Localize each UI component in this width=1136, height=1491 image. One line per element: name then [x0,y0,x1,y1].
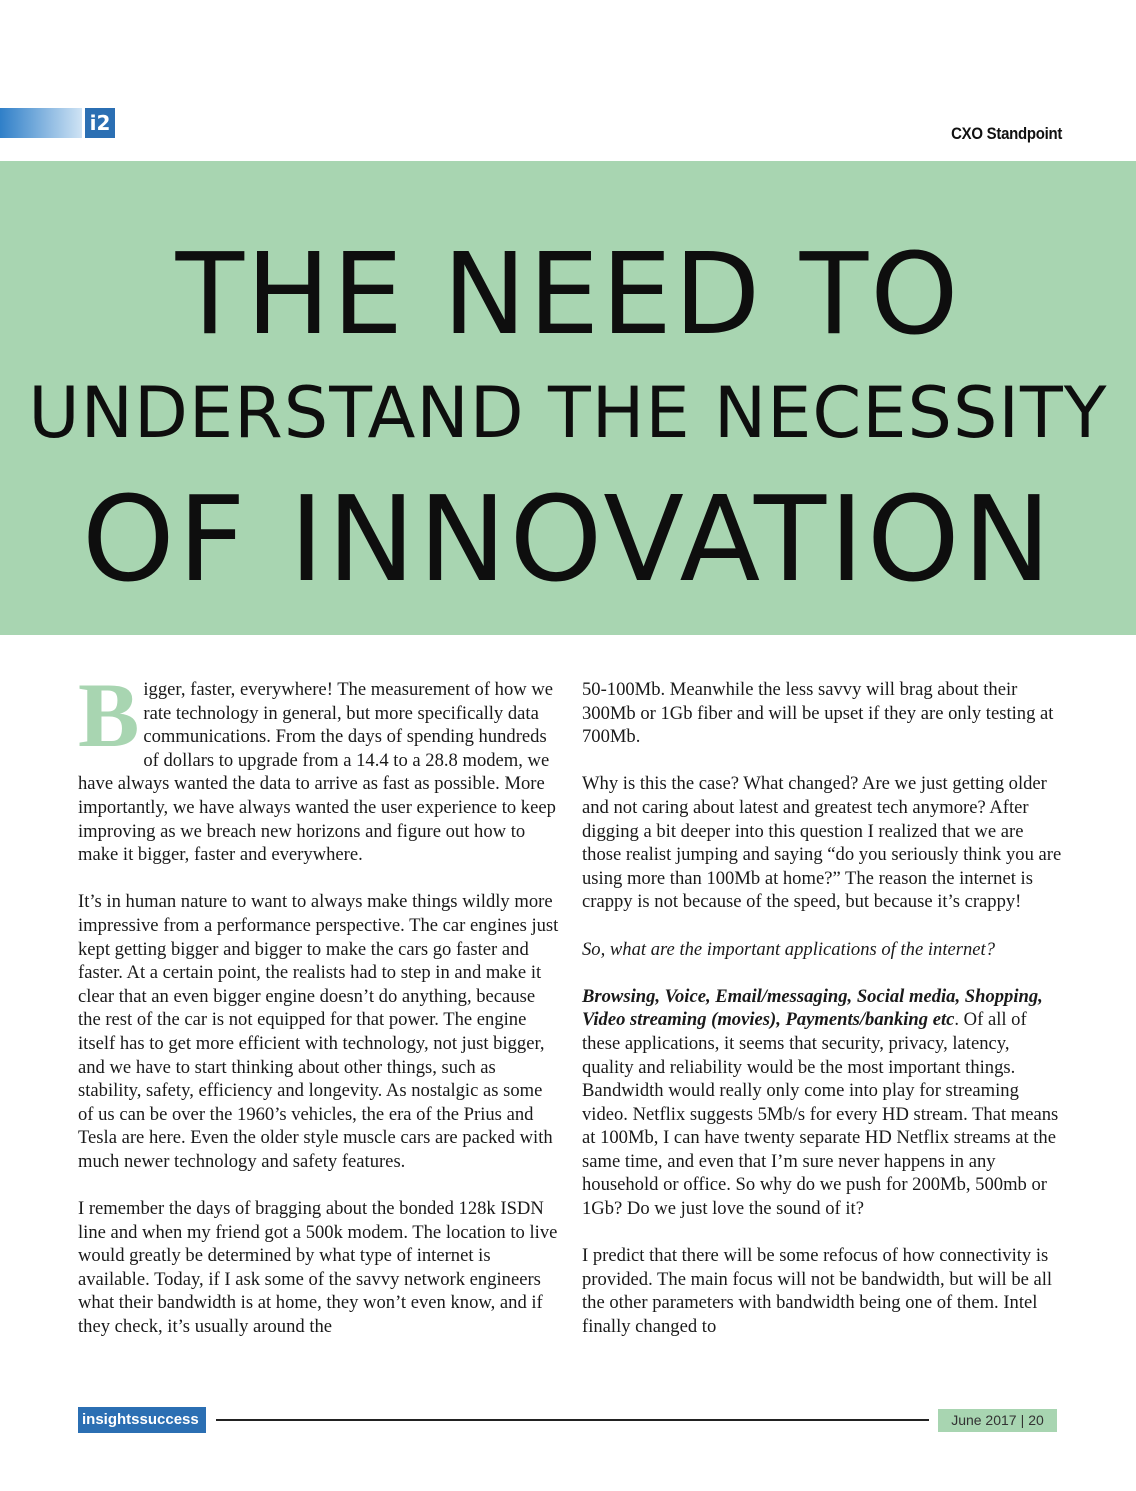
question-text: So, what are the important applications of the internet? [582,938,995,960]
paragraph-text: . Of all of these applications, it seems that security, privacy, latency, quality and reliability would be the most important things. Bandwidth would really only come into play for streaming video. Netflix suggests 5Mb/s for every HD stream. That means at 100Mb, I can have twenty separate HD Netflix streams at the same time, and even that I’m sure never happens in any household or office. So why do we push for 200Mb, 500mb or 1Gb? Do we just love the sound of it? [582,1009,1059,1220]
paragraph [582,985,1064,1221]
paragraph: 50-100Mb. Meanwhile the less savvy will brag about their 300Mb or 1Gb fiber and will be upset if they are only testing at 700Mb. [582,679,1054,748]
paragraph: I remember the days of bragging about the bonded 128k ISDN line and when my friend got a 500k modem. The location to live would greatly be determined by what type of internet is available. Today, if I ask some of the savvy network engineers what their bandwidth is at home, they won’t even know, and if they check, it’s usually around the [78,1198,558,1338]
paragraph: It’s in human nature to want to always make things wildly more impressive from a performance perspective. The car engines just kept getting bigger and bigger to make the cars go faster and faster. At a certain point, the realists had to step in and make it clear that an even bigger engine doesn’t do anything, because the rest of the car is not equipped for that power. The engine itself has to get more efficient with technology, not just bigger, and we have to start thinking about other things, such as stability, safety, efficiency and longevity. As nostalgic as some of us can be over the 1960’s vehicles, the era of the Prius and Tesla are here. Even the older style muscle cars are packed with much newer technology and safety features. [78,891,559,1172]
separator: | [1020,1412,1025,1428]
section-label: CXO Standpoint [951,124,1062,143]
headline-line-2: UNDERSTAND THE NECESSITY [28,372,1108,454]
page-number: 20 [1028,1412,1044,1428]
header-accent-bar [0,108,82,138]
brand-logo-icon: i2 [85,108,115,138]
paragraph-text: igger, faster, everywhere! The measurement of how we rate technology in general, but more specifically data communications. From the days of spending hundreds of dollars to upgrade from a 14.4 to a 28.8 modem, we have always wanted the data to arrive as fast as possible. More importantly, we have always wanted the user experience to keep improving as we breach new horizons and figure out how to make it bigger, faster and everywhere. [78,679,556,866]
article-column-left [78,664,560,1362]
paragraph: Why is this the case? What changed? Are we just getting older and not caring about latest and greatest tech anymore? After digging a bit deeper into this question I realized that we are those realist jumping and saying “do you seriously think you are using more than 100Mb at home?” The reason the internet is crappy is not because of the speed, but because it’s crappy! [582,773,1062,913]
paragraph [78,664,560,867]
headline-line-3: OF INNOVATION [81,470,1055,608]
footer-divider [216,1419,929,1421]
paragraph: I predict that there will be some refocus of how connectivity is provided. The main focus will not be bandwidth, but will be all the other parameters with bandwidth being one of them. Intel finally changed to [582,1245,1053,1338]
page-number-badge [938,1409,1057,1432]
footer-brand-logo: insightssuccess [78,1407,206,1433]
article-column-right [582,678,1064,1362]
applications-list: Browsing, Voice, Email/messaging, Social media, Shopping, Video streaming (movies), Payments/banking etc [582,985,1043,1031]
drop-cap: B [78,664,140,766]
question-paragraph [582,938,1064,962]
issue-date: June 2017 [951,1412,1017,1428]
headline-line-1: THE NEED TO [175,230,961,360]
